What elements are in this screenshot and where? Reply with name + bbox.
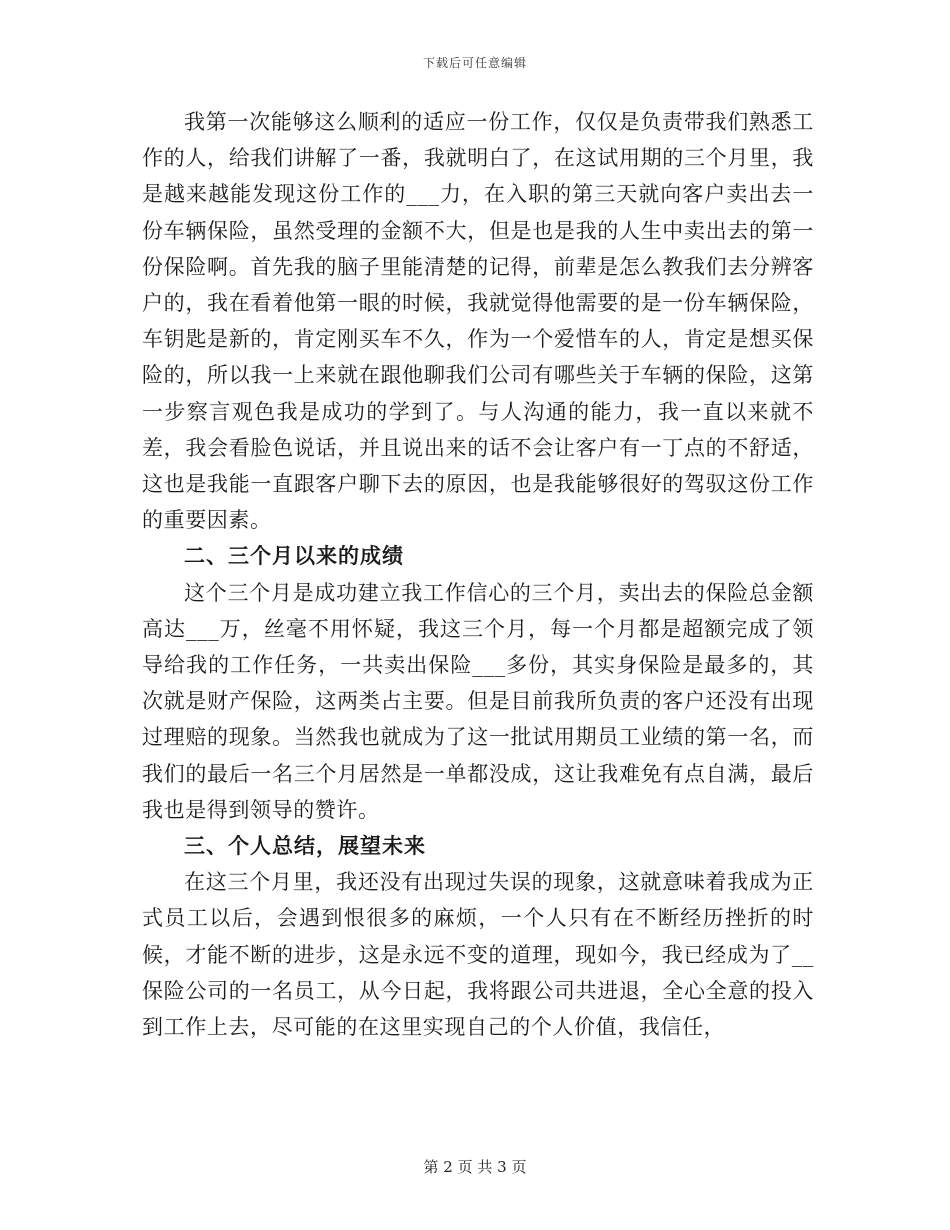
body-paragraph-2: 这个三个月是成功建立我工作信心的三个月，卖出去的保险总金额高达___万，丝毫不用怀疑，我这三个月，每一个月都是超额完成了领导给我的工作任务，一共卖出保险___多份，其实身保险是最多的，其次就是财产保险，这两类占主要。但是目前我所负责的客户还没有出现过理赔的现象。当然我也就成为了这一批试用期员工业绩的第一名，而我们的最后一名三个月居然是一单都没成，这让我难免有点自满，最后我也是得到领导的赞许。 <box>142 580 814 822</box>
section-heading-achievements: 二、三个月以来的成绩 <box>184 543 404 569</box>
document-body <box>142 104 814 1045</box>
page-header-note: 下载后可任意编辑 <box>422 56 527 70</box>
body-paragraph-3: 在这三个月里，我还没有出现过失误的现象，这就意味着我成为正式员工以后，会遇到恨很多的麻烦，一个人只有在不断经历挫折的时候，才能不断的进步，这是永远不变的道理，现如今，我已经成为了__保险公司的一名员工，从今日起，我将跟公司共进退，全心全意的投入到工作上去，尽可能的在这里实现自己的个人价值，我信任， <box>142 870 814 1040</box>
page-number-footer: 第 2 页 共 3 页 <box>423 1158 527 1176</box>
section-heading-summary: 三、个人总结，展望未来 <box>184 833 426 859</box>
body-paragraph-1: 我第一次能够这么顺利的适应一份工作，仅仅是负责带我们熟悉工作的人，给我们讲解了一番，我就明白了，在这试用期的三个月里，我是越来越能发现这份工作的___力，在入职的第三天就向客户卖出去一份车辆保险，虽然受理的金额不大，但是也是我的人生中卖出去的第一份保险啊。首先我的脑子里能清楚的记得，前辈是怎么教我们去分辨客户的，我在看着他第一眼的时候，我就觉得他需要的是一份车辆保险，车钥匙是新的，肯定刚买车不久，作为一个爱惜车的人，肯定是想买保险的，所以我一上来就在跟他聊我们公司有哪些关于车辆的保险，这第一步察言观色我是成功的学到了。与人沟通的能力，我一直以来就不差，我会看脸色说话，并且说出来的话不会让客户有一丁点的不舒适，这也是我能一直跟客户聊下去的原因，也是我能够很好的驾驭这份工作的重要因素。 <box>142 110 814 533</box>
